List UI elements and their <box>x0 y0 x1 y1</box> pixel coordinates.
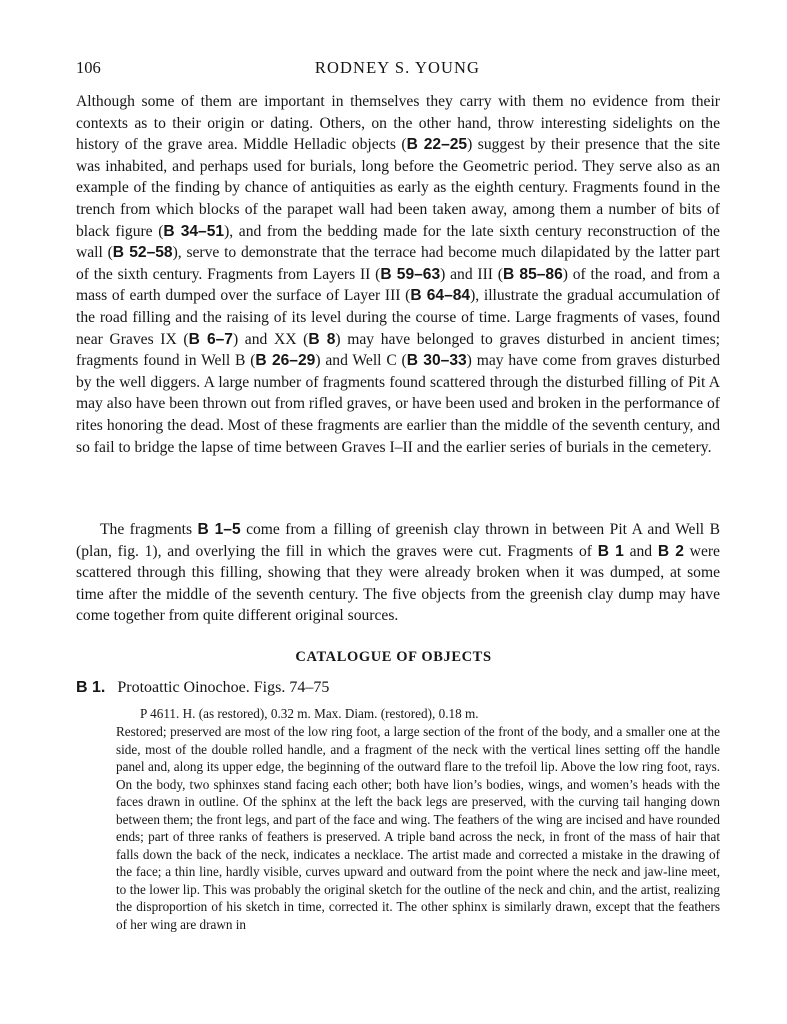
object-reference: B 1 <box>597 542 624 560</box>
catalogue-entry-title: Protoattic Oinochoe. Figs. 74–75 <box>117 679 330 696</box>
paragraph-text: ) suggest by their presence that the site was inhabited, and perhaps used for burials, long before the Geometric period. They serve also as an example of the finding by chance of antiquities as early as the eighth century. Fragments found in the trench from which blocks of the parapet wall had been taken away, among them a number of bits of black figure ( <box>76 136 720 240</box>
object-reference: B 1–5 <box>197 521 241 538</box>
paragraph-text: ) may have belonged to graves disturbed in ancient times; fragments found in Well B ( <box>76 330 720 370</box>
paragraph-text: ) and III ( <box>440 265 503 283</box>
running-head-author: RODNEY S. YOUNG <box>314 58 481 77</box>
object-reference: B 59–63 <box>380 265 441 283</box>
page-number: 106 <box>76 58 101 77</box>
body-paragraph-2 <box>76 519 720 627</box>
object-reference: B 64–84 <box>410 287 471 305</box>
object-reference: B 8 <box>308 330 336 348</box>
object-reference: B 85–86 <box>502 265 563 283</box>
object-reference: B 2 <box>657 542 684 560</box>
paragraph-text: ), illustrate the gradual accumulation of the road filling and the raising of its level during the course of time. Large fragments of vases, found near Graves IX ( <box>76 287 720 348</box>
paragraph-text: come from a filling of greenish clay thrown in between Pit A and Well B (plan, fig. 1), and overlying the fill in which the graves were cut. Fragments of <box>76 521 720 560</box>
paragraph-text: ), and from the bedding made for the late sixth century reconstruction of the wall ( <box>76 222 720 262</box>
catalogue-heading: CATALOGUE OF OBJECTS <box>295 649 492 665</box>
object-reference: B 6–7 <box>188 330 233 348</box>
paragraph-text: ) may have come from graves disturbed by the well diggers. A large number of fragments found scattered through the disturbed filling of Pit A may also have been thrown out from rifled graves, or have been used and broken in the performance of rites honoring the dead. Most of these fragments are earlier than the middle of the seventh century, and so fail to bridge the lapse of time between Graves I–II and the earlier series of burials in the cemetery. <box>76 352 720 456</box>
paragraph-text: Although some of them are important in themselves they carry with them no evidence from their contexts as to their origin or dating. Others, on the other hand, throw interesting sidelights on the history of the grave area. Middle Helladic objects ( <box>76 93 720 154</box>
paragraph-text: The fragments <box>100 521 198 538</box>
object-reference: B 22–25 <box>406 136 468 154</box>
catalogue-entry-description: Restored; preserved are most of the low ring foot, a large section of the front of the body, and a smaller one at the side, most of the double rolled handle, and a fragment of the neck with the vertical lines setting off the handle panel and, along its upper edge, the beginning of the outward flare to the trefoil lip. Above the low ring foot, rays. On the body, two sphinxes stand facing each other; both have lion’s bodies, wings, and women’s heads with the faces drawn in outline. Of the sphinx at the left the back legs are preserved, with the curving tail hanging down between them; the front legs, and part of the face and wing. The feathers of the wing are incised and have rounded ends; part of three ranks of feathers is preserved. A triple band across the neck, in front of the mass of hair that falls down the back of the neck, indicates a necklace. The artist made and corrected a mistake in the drawing of the face; a thin line, hardly visible, curves upward and outward from the point where the neck and jaw-line meet, to the lower lip. This was probably the original sketch for the outline of the neck and chin, and the artist, realizing the disproportion of his sketch in time, corrected it. The other sphinx is similarly drawn, except that the feathers of her wing are drawn in <box>116 724 720 933</box>
paragraph-text: and <box>623 542 658 560</box>
body-paragraph-1 <box>76 91 720 458</box>
paragraph-text: ) of the road, and from a mass of earth dumped over the surface of Layer III ( <box>76 265 720 305</box>
paragraph-text: were scattered through this filling, showing that they were already broken when it was dumped, at some time after the middle of the seventh century. The five objects from the greenish clay dump may have come together from quite different original sources. <box>76 542 720 625</box>
object-reference: B 34–51 <box>163 222 225 240</box>
catalogue-entry-measurements: P 4611. H. (as restored), 0.32 m. Max. Diam. (restored), 0.18 m. <box>140 706 479 721</box>
object-reference: B 30–33 <box>406 352 467 370</box>
object-reference: B 26–29 <box>255 352 316 370</box>
paragraph-text: ), serve to demonstrate that the terrace had become much dilapidated by the latter part of the sixth century. Fragments from Layers II ( <box>76 244 721 283</box>
paragraph-text: ) and Well C ( <box>315 352 407 370</box>
object-reference: B 52–58 <box>112 244 173 262</box>
paragraph-text: ) and XX ( <box>232 330 309 348</box>
catalogue-entry-number: B 1. <box>76 679 106 696</box>
catalogue-entry-heading <box>76 679 329 697</box>
running-head <box>76 58 719 80</box>
